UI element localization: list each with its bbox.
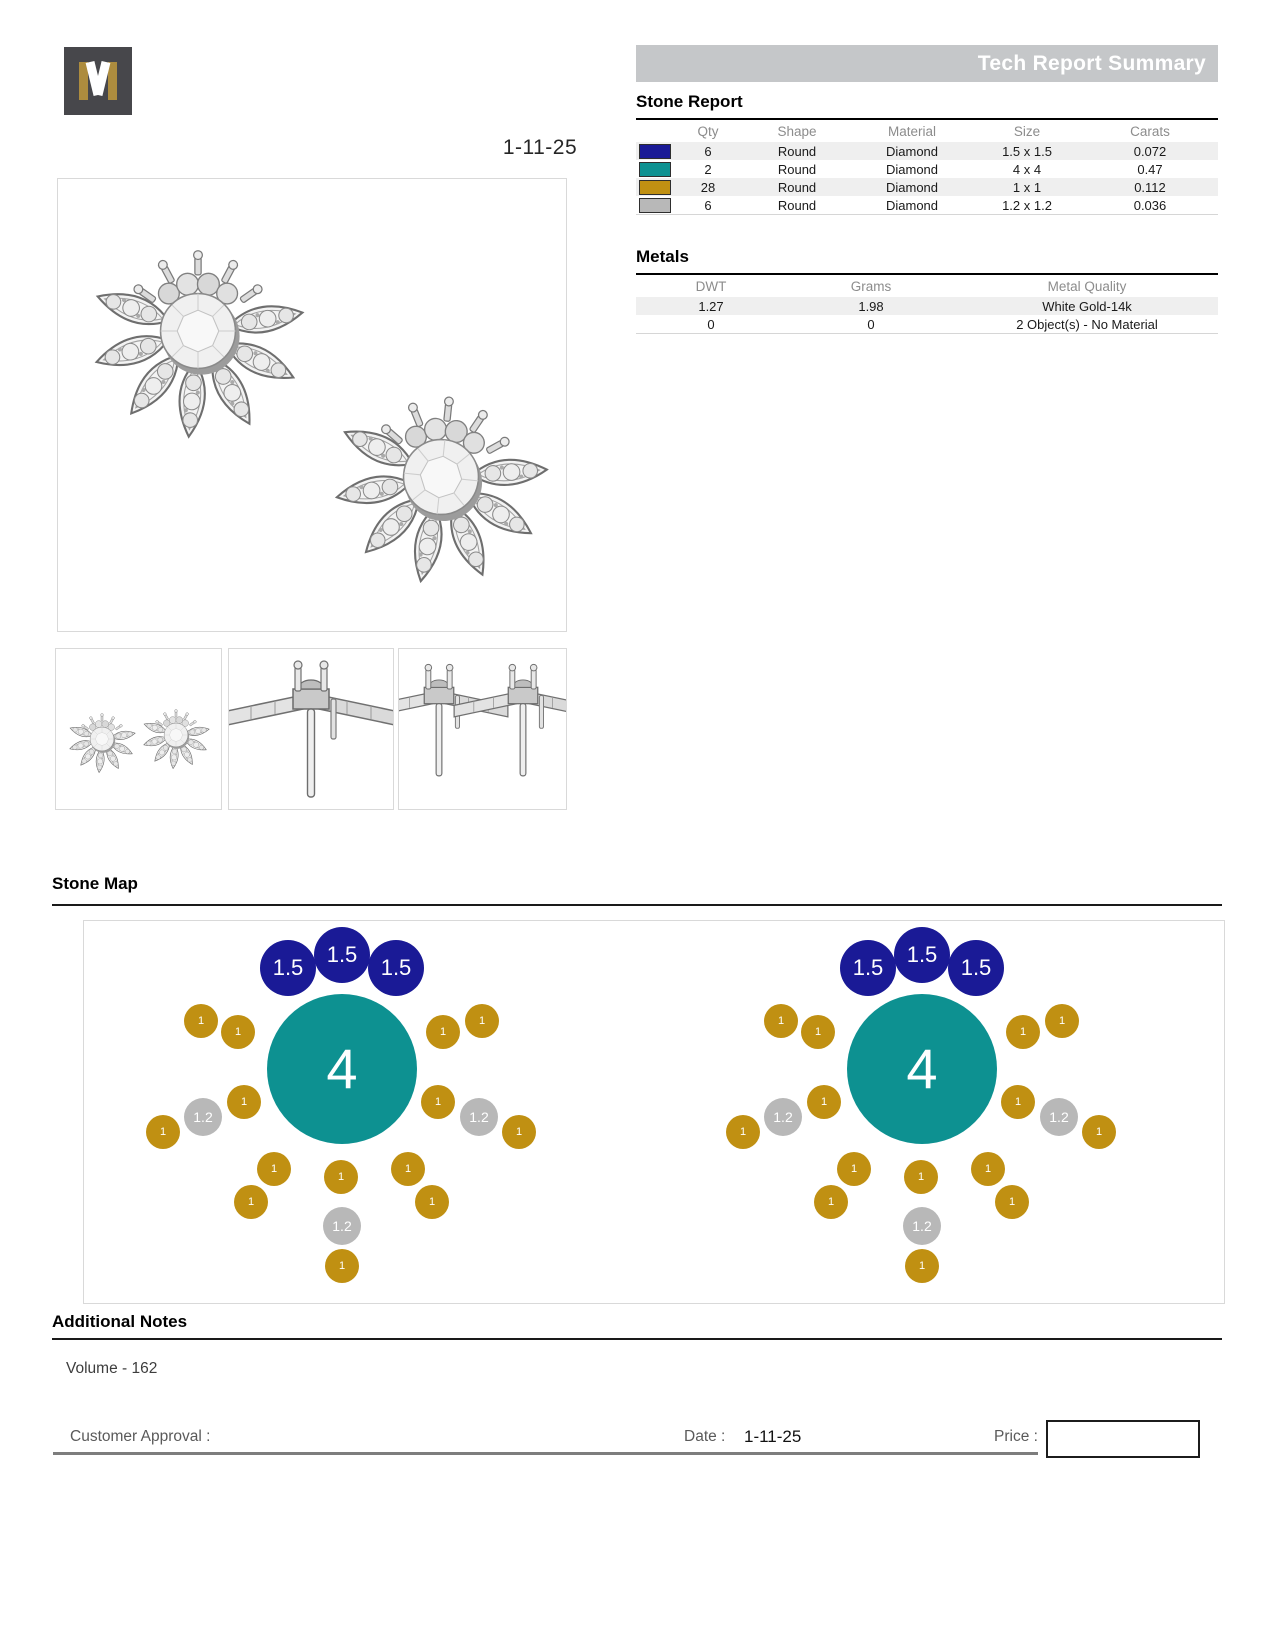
customer-approval-label: Customer Approval :	[70, 1428, 211, 1445]
size-cell: 1.2 x 1.2	[1002, 197, 1052, 213]
stone-map-stone: 1	[1082, 1115, 1116, 1149]
brand-logo	[64, 47, 132, 115]
stone-map-stone: 1	[1001, 1085, 1035, 1119]
metal-quality-cell: 2 Object(s) - No Material	[1016, 316, 1158, 332]
metals-row	[636, 297, 1218, 315]
stone-map-stone: 1	[146, 1115, 180, 1149]
stone-report-table	[636, 118, 1218, 215]
volume-note: Volume - 162	[66, 1360, 158, 1377]
size-cell: 1 x 1	[1012, 179, 1042, 195]
carats-cell: 0.072	[1133, 143, 1167, 159]
qty-cell: 2	[704, 161, 712, 177]
stone-report-header-row	[636, 119, 1218, 142]
carats-cell: 0.47	[1137, 161, 1163, 177]
size-cell: 4 x 4	[1012, 161, 1042, 177]
stone-color-cell	[636, 196, 674, 215]
stone-map-stone: 1	[502, 1115, 536, 1149]
stone-map-stone: 1	[971, 1152, 1005, 1186]
report-title-bar	[636, 45, 1218, 82]
footer-date-label: Date :	[684, 1428, 726, 1445]
stone-report-heading: Stone Report	[636, 92, 743, 111]
brand-logo-m-icon	[64, 47, 132, 115]
stone-map-stone: 1.2	[184, 1098, 222, 1136]
carats-header: Carats	[1130, 123, 1170, 139]
material-cell: Diamond	[885, 197, 939, 213]
stone-report-row	[636, 196, 1218, 215]
size-header: Size	[1013, 123, 1041, 139]
stone-map-stone: 1.2	[323, 1207, 361, 1245]
qty-cell: 28	[700, 179, 716, 195]
stone-map-stone: 1	[1006, 1015, 1040, 1049]
material-cell: Diamond	[885, 161, 939, 177]
stone-map-stone: 1.2	[1040, 1098, 1078, 1136]
stone-map-stone: 1	[726, 1115, 760, 1149]
stone-map-stone: 1	[465, 1004, 499, 1038]
size-cell: 1.5 x 1.5	[1002, 143, 1052, 159]
summary-column	[636, 45, 1218, 334]
dwt-cell: 0	[707, 316, 715, 332]
stone-color-swatch	[639, 180, 671, 195]
signature-line	[53, 1452, 1038, 1455]
thumbnail-side-view	[228, 648, 394, 810]
stone-map-stone: 1	[227, 1085, 261, 1119]
qty-header: Qty	[697, 123, 719, 139]
carats-cell: 0.036	[1133, 197, 1167, 213]
stone-map-stone: 1.5	[368, 940, 424, 996]
shape-cell: Round	[777, 179, 817, 195]
metals-header-row	[636, 274, 1218, 297]
material-cell: Diamond	[885, 143, 939, 159]
stone-map-stone: 1.5	[314, 927, 370, 983]
earrings-render-front-icon	[58, 179, 566, 631]
stone-map-stone: 1	[221, 1015, 255, 1049]
shape-cell: Round	[777, 143, 817, 159]
dwt-header: DWT	[695, 278, 727, 294]
stone-map-panel	[83, 920, 1225, 1304]
material-cell: Diamond	[885, 179, 939, 195]
shape-header: Shape	[777, 123, 817, 139]
stone-map-stone: 4	[267, 994, 417, 1144]
stone-map-stone: 1.2	[764, 1098, 802, 1136]
stone-map-divider	[52, 904, 1222, 906]
stone-map-stone: 1	[415, 1185, 449, 1219]
stone-map-stone: 1	[421, 1085, 455, 1119]
stone-color-swatch	[639, 144, 671, 159]
stone-map-stone: 1	[801, 1015, 835, 1049]
thumbnail-pair-side-view	[398, 648, 567, 810]
stone-color-swatch	[639, 162, 671, 177]
stone-color-cell	[636, 160, 674, 178]
stone-map-stone: 1	[391, 1152, 425, 1186]
dwt-cell: 1.27	[698, 298, 724, 314]
stone-color-header	[636, 119, 674, 142]
thumbnail-side-icon	[229, 649, 393, 809]
stone-map-stone: 1	[1045, 1004, 1079, 1038]
main-render-image	[57, 178, 567, 632]
stone-map-stone: 1	[426, 1015, 460, 1049]
thumbnail-pair-side-icon	[399, 649, 566, 809]
stone-map-stone: 1	[325, 1249, 359, 1283]
stone-map-stone: 1	[807, 1085, 841, 1119]
shape-cell: Round	[777, 161, 817, 177]
thumbnail-front-icon	[56, 649, 221, 809]
stone-map-stone: 1	[904, 1160, 938, 1194]
stone-map-stone: 1.5	[840, 940, 896, 996]
metal-quality-header: Metal Quality	[1047, 278, 1127, 294]
metals-table	[636, 273, 1218, 334]
qty-cell: 6	[704, 143, 712, 159]
metals-row	[636, 315, 1218, 334]
report-date: 1-11-25	[502, 136, 578, 159]
qty-cell: 6	[704, 197, 712, 213]
stone-map-stone: 1	[814, 1185, 848, 1219]
stone-map-stone: 1	[995, 1185, 1029, 1219]
stone-report-row	[636, 160, 1218, 178]
stone-map-stone: 1.5	[948, 940, 1004, 996]
grams-cell: 1.98	[858, 298, 884, 314]
grams-cell: 0	[867, 316, 875, 332]
stone-color-swatch	[639, 198, 671, 213]
stone-map-stone: 1.5	[894, 927, 950, 983]
stone-report-row	[636, 178, 1218, 196]
stone-map-stone: 1.5	[260, 940, 316, 996]
footer-price-label: Price :	[994, 1428, 1038, 1445]
report-title: Tech Report Summary	[977, 51, 1206, 75]
stone-map-heading: Stone Map	[52, 874, 138, 893]
additional-notes-divider	[52, 1338, 1222, 1340]
stone-map-stone: 1.2	[903, 1207, 941, 1245]
thumbnail-front-view	[55, 648, 222, 810]
footer-date-value: 1-11-25	[744, 1427, 802, 1446]
material-header: Material	[887, 123, 936, 139]
stone-map-stone: 1	[324, 1160, 358, 1194]
carats-cell: 0.112	[1134, 179, 1166, 195]
stone-map-stone: 1	[234, 1185, 268, 1219]
stone-color-cell	[636, 142, 674, 160]
stone-map-stone: 1	[257, 1152, 291, 1186]
grams-header: Grams	[850, 278, 892, 294]
price-input-box[interactable]	[1046, 1420, 1200, 1458]
stone-map-stone: 1	[905, 1249, 939, 1283]
stone-map-stone: 1	[184, 1004, 218, 1038]
stone-map-stone: 4	[847, 994, 997, 1144]
metal-quality-cell: White Gold-14k	[1042, 298, 1132, 314]
additional-notes-heading: Additional Notes	[52, 1312, 188, 1331]
stone-color-cell	[636, 178, 674, 196]
metals-heading: Metals	[636, 247, 689, 266]
stone-map-stone: 1	[837, 1152, 871, 1186]
shape-cell: Round	[777, 197, 817, 213]
stone-map-stone: 1	[764, 1004, 798, 1038]
stone-map-stone: 1.2	[460, 1098, 498, 1136]
stone-report-row	[636, 142, 1218, 160]
